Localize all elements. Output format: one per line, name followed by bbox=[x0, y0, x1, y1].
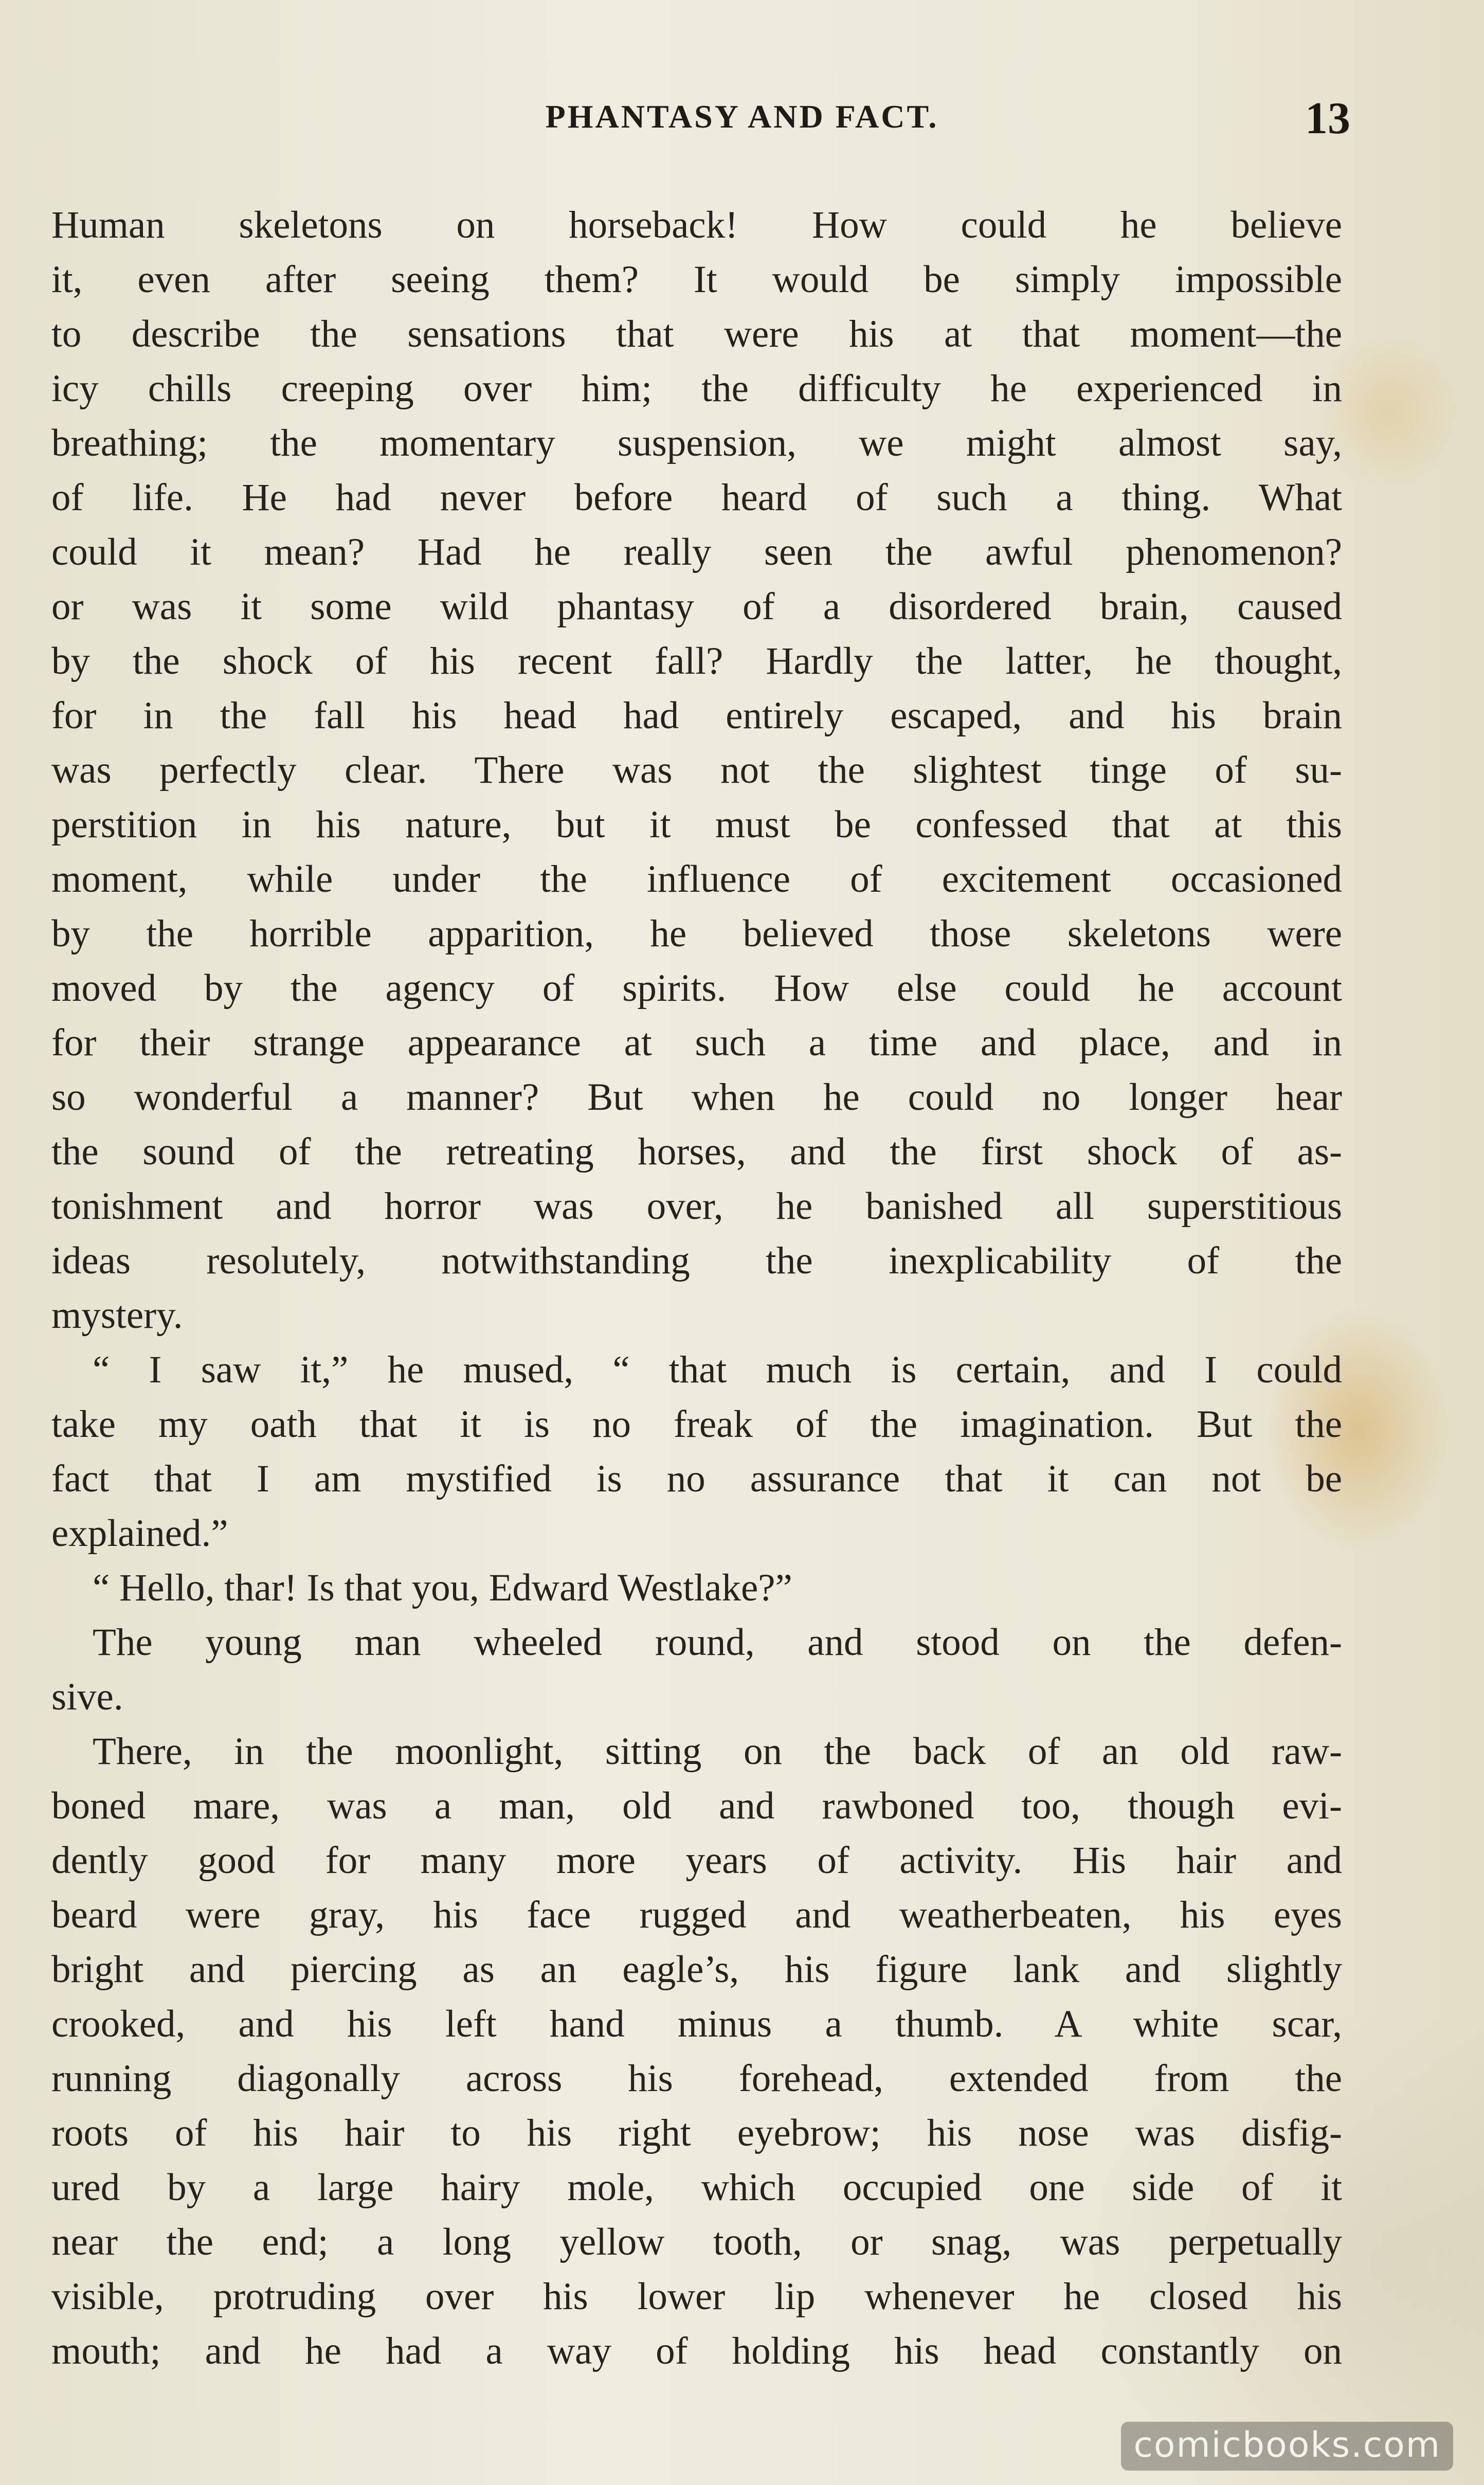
text-line: the sound of the retreating horses, and the first shock of as- bbox=[51, 1130, 1342, 1173]
text-line: bright and piercing as an eagle’s, his figure lank and slightly bbox=[51, 1948, 1342, 1991]
text-line: explained.” bbox=[51, 1512, 228, 1555]
text-line: to describe the sensations that were his at that moment—the bbox=[51, 313, 1342, 355]
text-line: mouth; and he had a way of holding his head constantly on bbox=[51, 2330, 1342, 2372]
text-line: it, even after seeing them? It would be simply impossible bbox=[51, 258, 1342, 301]
text-line: boned mare, was a man, old and rawboned too, though evi- bbox=[51, 1785, 1342, 1827]
text-line: roots of his hair to his right eyebrow; his nose was disfig- bbox=[51, 2112, 1342, 2154]
text-line: ured by a large hairy mole, which occupied one side of it bbox=[51, 2166, 1342, 2209]
text-line: by the shock of his recent fall? Hardly the latter, he thought, bbox=[51, 640, 1342, 682]
text-line: was perfectly clear. There was not the slightest tinge of su- bbox=[51, 749, 1342, 791]
text-line: breathing; the momentary suspension, we might almost say, bbox=[51, 422, 1342, 464]
text-line: “ Hello, thar! Is that you, Edward Westlake?” bbox=[93, 1566, 792, 1609]
text-line: for in the fall his head had entirely escaped, and his brain bbox=[51, 694, 1342, 737]
text-line: beard were gray, his face rugged and weatherbeaten, his eyes bbox=[51, 1894, 1342, 1936]
text-line: sive. bbox=[51, 1676, 123, 1718]
text-line: moved by the agency of spirits. How else could he account bbox=[51, 967, 1342, 1010]
text-line: could it mean? Had he really seen the awful phenomenon? bbox=[51, 531, 1342, 573]
text-line: ideas resolutely, notwithstanding the inexplicability of the bbox=[51, 1239, 1342, 1282]
page-number: 13 bbox=[1305, 94, 1350, 143]
text-line: so wonderful a manner? But when he could no longer hear bbox=[51, 1076, 1342, 1119]
text-line: Human skeletons on horseback! How could he believe bbox=[51, 204, 1342, 246]
text-line: dently good for many more years of activity. His hair and bbox=[51, 1839, 1342, 1882]
text-line: mystery. bbox=[51, 1294, 183, 1337]
text-line: for their strange appearance at such a time and place, and in bbox=[51, 1021, 1342, 1064]
text-line: The young man wheeled round, and stood on the defen- bbox=[93, 1621, 1342, 1664]
text-line: crooked, and his left hand minus a thumb. A white scar, bbox=[51, 2003, 1342, 2045]
text-line: icy chills creeping over him; the difficulty he experienced in bbox=[51, 367, 1342, 410]
text-line: fact that I am mystified is no assurance that it can not be bbox=[51, 1457, 1342, 1500]
text-line: or was it some wild phantasy of a disordered brain, caused bbox=[51, 585, 1342, 628]
body-text bbox=[51, 198, 1342, 2379]
text-line: moment, while under the influence of excitement occasioned bbox=[51, 858, 1342, 901]
page-header bbox=[0, 94, 1484, 154]
text-line: by the horrible apparition, he believed those skeletons were bbox=[51, 912, 1342, 955]
text-line: near the end; a long yellow tooth, or snag, was perpetually bbox=[51, 2221, 1342, 2263]
text-line: perstition in his nature, but it must be confessed that at this bbox=[51, 803, 1342, 846]
text-line: tonishment and horror was over, he banished all superstitious bbox=[51, 1185, 1342, 1228]
text-line: take my oath that it is no freak of the imagination. But the bbox=[51, 1403, 1342, 1446]
text-line: “ I saw it,” he mused, “ that much is certain, and I could bbox=[93, 1348, 1342, 1391]
text-line: There, in the moonlight, sitting on the back of an old raw- bbox=[93, 1730, 1342, 1773]
text-line: running diagonally across his forehead, extended from the bbox=[51, 2057, 1342, 2100]
text-line: visible, protruding over his lower lip whenever he closed his bbox=[51, 2275, 1342, 2318]
text-line: of life. He had never before heard of such a thing. What bbox=[51, 476, 1342, 519]
running-head: PHANTASY AND FACT. bbox=[545, 98, 939, 135]
watermark-logo: comicbooks.com bbox=[1121, 2422, 1453, 2471]
